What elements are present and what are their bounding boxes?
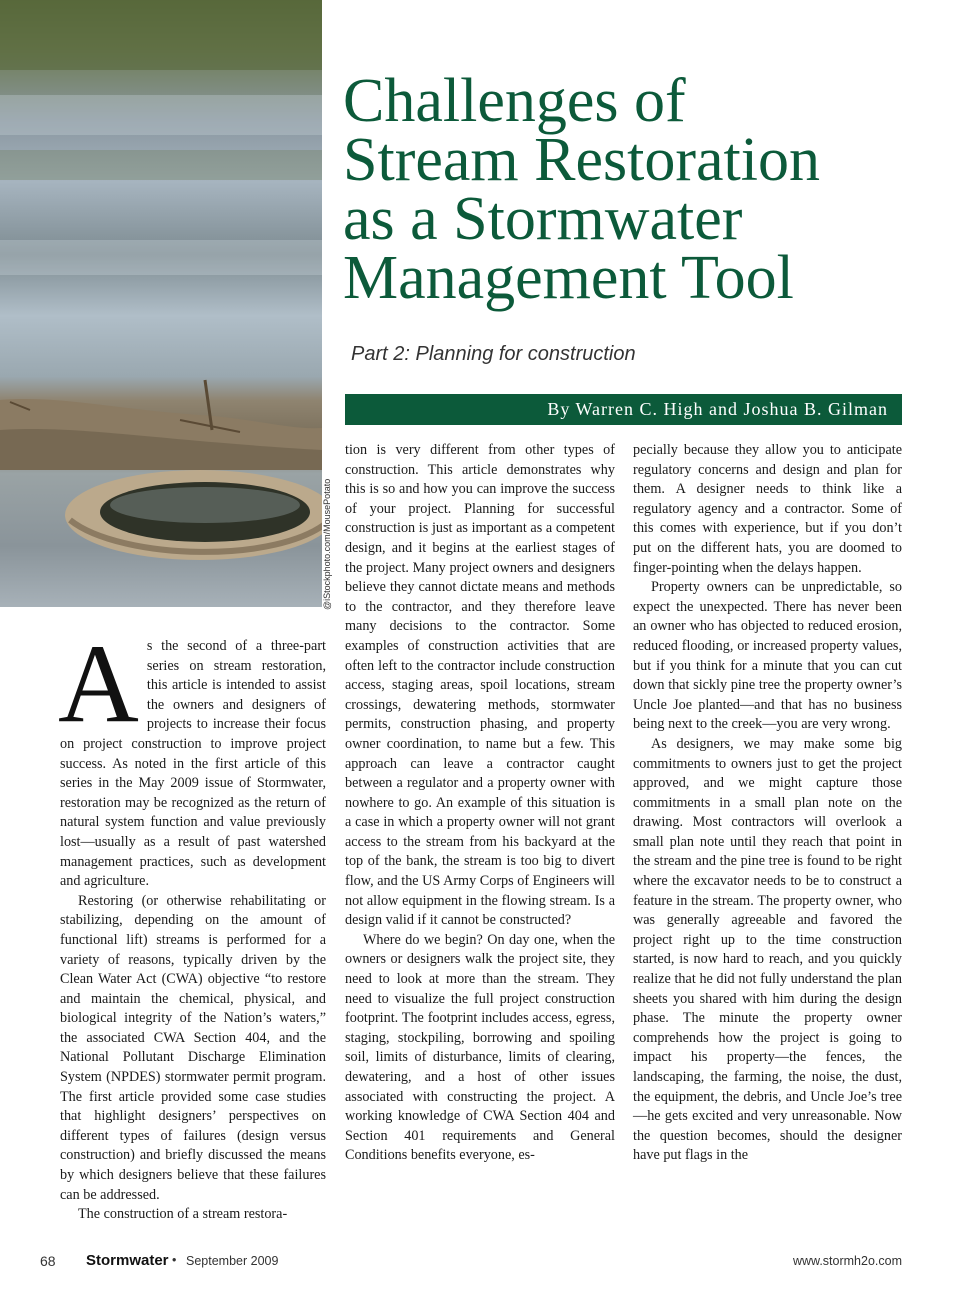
title-line: as a Stormwater <box>343 185 743 253</box>
body-column-2 <box>345 441 615 1166</box>
issue-date: September 2009 <box>186 1254 279 1268</box>
article-title <box>343 67 943 312</box>
drop-cap: A <box>58 622 139 746</box>
paragraph: Property owners can be unpredictable, so expect the unexpected. There has never been an owner who has objected to reduced erosion, reduced flooding, or increased property values, but if you think for a minute that you can cut down that sickly pine tree the property owner’s Uncle Joe planted—and that has no business being next to the creek—you are very wrong. <box>633 579 902 733</box>
paragraph: tion is very different from other types of construction. This article demonstrates why this is so and how you can improve the success of your project. Planning for successful construction is just as important as a competent design, and it begins at the earliest stages of the project. Many project owners and designers believe they cannot dictate means and methods to the contractor, and they therefore leave many decisions to the contractor. Some examples of construction activities that are often left to the contractor include construction access, staging areas, spoil locations, stream crossings, dewatering methods, stormwater permits, construction phasing, and property owner coordination, to name but a few. This approach can leave a contractor caught between a regulator and a property owner with nowhere to go. An example of this situation is a case in which a property owner will not grant access to the stream from his backyard at the top of the bank, the stream is too big to divert flow, and the US Army Corps of Engineers will not allow equipment in the flowing stream. Is a design valid if it cannot be constructed? <box>345 442 615 929</box>
cover-photo <box>0 0 322 607</box>
paragraph: The construction of a stream restora- <box>78 1206 288 1223</box>
byline: By Warren C. High and Joshua B. Gilman <box>547 399 888 419</box>
tire-in-water-illustration <box>0 0 322 607</box>
page-footer <box>40 1253 902 1273</box>
page-number: 68 <box>40 1253 56 1269</box>
paragraph: Restoring (or otherwise rehabilitating or stabilizing, depending on the amount of functional lift) streams is performed for a variety of reasons, typically driven by the Clean Water Act (CWA) objective “to restore and maintain the chemical, physical, and biological integrity of the Nation’s waters,” the associated CWA Section 404, and the National Pollutant Discharge Elimination System (NPDES) stormwater permit program. The first article provided some case studies that highlight designers’ perspectives on different types of failures (design versus construction) and briefly discussed the means by which designers believe that these failures can be addressed. <box>60 892 326 1203</box>
website-link[interactable]: www.stormh2o.com <box>792 1254 902 1268</box>
body-column-3 <box>633 441 902 1166</box>
title-line: Challenges of <box>343 67 686 135</box>
article-subtitle: Part 2: Planning for construction <box>351 343 636 365</box>
paragraph: As designers, we may make some big commitments to owners just to get the project approved, and we might capture those commitments in a small plan note on the drawing. Most contractors will overlook a small plan note until they reach that point in the stream and the pine tree is found to be right where the excavator needs to be to construct a feature in the stream. The property owner, who was generally agreeable and favored the project right up to the time construction started, is now hard to reach, and you quickly realize that he did not fully understand the plan sheets you shared with him during the design phase. The minute the property owner comprehends how the project is going to impact his property—the fences, the landscaping, the farming, the noise, the dust, the equipment, the debris, and Uncle Joe’s tree—he gets excited and very unreasonable. Now the question becomes, should the designer have put flags in the <box>633 735 902 1164</box>
title-line: Stream Restoration <box>343 126 820 194</box>
photo-credit: @iStockphoto.com/MousePotato <box>322 478 332 610</box>
paragraph: Where do we begin? On day one, when the owners or designers walk the project site, they need to look at more than the stream. They need to visualize the full project construction footprint. The footprint includes access, egress, staging, stockpiling, borrowing and spoiling soil, limits of disturbance, limits of clearing, dewatering, and a host of other issues associated with constructing the project. A working knowledge of CWA Section 404 and Section 401 requirements and General Conditions benefits everyone, es- <box>345 931 615 1164</box>
magazine-name: Stormwater <box>86 1252 169 1269</box>
footer-bullet: • <box>172 1253 177 1267</box>
title-line: Management Tool <box>343 244 794 312</box>
paragraph: pecially because they allow you to anticipate regulatory concerns and design and plan for them. A designer needs to think like a regulatory agency and a contractor. Some of this comes with experience, but if you don’t put on the different hats, you are doomed to finger-pointing when the delays happen. <box>633 442 902 576</box>
byline-bar <box>345 394 902 425</box>
body-column-1 <box>58 622 326 1225</box>
paragraph <box>58 622 326 892</box>
paragraph-text: s the second of a three-part series on stream restoration, this article is intended to assist the owners and designers of projects to increase their focus on project construction to improve project success. As noted in the first article of this series in the May 2009 issue of Stormwater, restoration may be recognized as the return of natural system function and value previously lost—usually as a result of past watershed management practices, such as development and agriculture. <box>60 638 326 890</box>
